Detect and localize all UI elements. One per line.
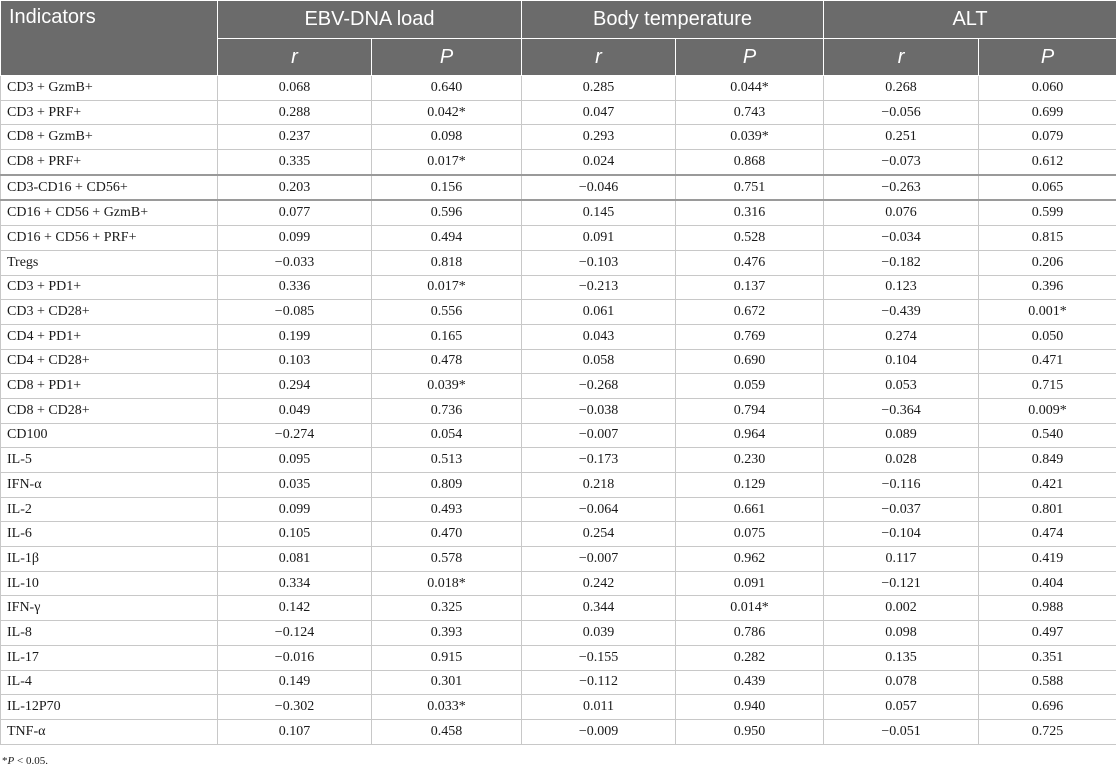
r-value-cell: −0.051 xyxy=(824,719,979,744)
p-value-cell: 0.736 xyxy=(372,398,522,423)
r-value-cell: 0.268 xyxy=(824,76,979,101)
table-row xyxy=(1,522,1116,547)
p-value-cell: 0.696 xyxy=(979,695,1116,720)
p-value-cell: 0.018* xyxy=(372,571,522,596)
r-value-cell: −0.124 xyxy=(218,621,372,646)
p-value-cell: 0.404 xyxy=(979,571,1116,596)
r-value-cell: 0.251 xyxy=(824,125,979,150)
header-group-body-temperature: Body temperature xyxy=(522,1,824,39)
r-value-cell: 0.099 xyxy=(218,497,372,522)
p-value-cell: 0.001* xyxy=(979,300,1116,325)
p-value-cell: 0.556 xyxy=(372,300,522,325)
header-r: r xyxy=(522,39,676,76)
r-value-cell: 0.294 xyxy=(218,374,372,399)
r-value-cell: −0.364 xyxy=(824,398,979,423)
p-value-cell: 0.393 xyxy=(372,621,522,646)
r-value-cell: −0.037 xyxy=(824,497,979,522)
r-value-cell: −0.173 xyxy=(522,448,676,473)
p-value-cell: 0.017* xyxy=(372,150,522,175)
p-value-cell: 0.661 xyxy=(676,497,824,522)
p-value-cell: 0.301 xyxy=(372,670,522,695)
r-value-cell: 0.218 xyxy=(522,473,676,498)
p-value-cell: 0.230 xyxy=(676,448,824,473)
p-value-cell: 0.849 xyxy=(979,448,1116,473)
header-r: r xyxy=(218,39,372,76)
p-value-cell: 0.206 xyxy=(979,250,1116,275)
r-value-cell: 0.043 xyxy=(522,324,676,349)
p-value-cell: 0.039* xyxy=(676,125,824,150)
p-value-cell: 0.156 xyxy=(372,175,522,201)
r-value-cell: 0.135 xyxy=(824,645,979,670)
r-value-cell: −0.056 xyxy=(824,100,979,125)
p-value-cell: 0.470 xyxy=(372,522,522,547)
header-r: r xyxy=(824,39,979,76)
r-value-cell: 0.058 xyxy=(522,349,676,374)
table-row xyxy=(1,645,1116,670)
table-row xyxy=(1,448,1116,473)
p-value-cell: 0.801 xyxy=(979,497,1116,522)
indicator-cell: CD8 + PD1+ xyxy=(1,374,218,399)
p-value-cell: 0.596 xyxy=(372,200,522,225)
table-row xyxy=(1,349,1116,374)
p-value-cell: 0.014* xyxy=(676,596,824,621)
indicator-cell: IL-5 xyxy=(1,448,218,473)
p-value-cell: 0.868 xyxy=(676,150,824,175)
indicator-cell: CD8 + CD28+ xyxy=(1,398,218,423)
p-value-cell: 0.075 xyxy=(676,522,824,547)
p-value-cell: 0.540 xyxy=(979,423,1116,448)
table-row xyxy=(1,275,1116,300)
p-value-cell: 0.786 xyxy=(676,621,824,646)
indicator-cell: IL-8 xyxy=(1,621,218,646)
header-group-ebv-dna-load: EBV-DNA load xyxy=(218,1,522,39)
header-p: P xyxy=(372,39,522,76)
indicator-cell: IL-2 xyxy=(1,497,218,522)
indicator-cell: CD16 + CD56 + PRF+ xyxy=(1,226,218,251)
p-value-cell: 0.091 xyxy=(676,571,824,596)
r-value-cell: 0.242 xyxy=(522,571,676,596)
r-value-cell: 0.089 xyxy=(824,423,979,448)
p-value-cell: 0.009* xyxy=(979,398,1116,423)
r-value-cell: 0.335 xyxy=(218,150,372,175)
header-p: P xyxy=(676,39,824,76)
r-value-cell: 0.077 xyxy=(218,200,372,225)
r-value-cell: −0.033 xyxy=(218,250,372,275)
p-value-cell: 0.690 xyxy=(676,349,824,374)
r-value-cell: 0.288 xyxy=(218,100,372,125)
indicator-cell: IL-4 xyxy=(1,670,218,695)
r-value-cell: 0.285 xyxy=(522,76,676,101)
r-value-cell: 0.105 xyxy=(218,522,372,547)
r-value-cell: 0.047 xyxy=(522,100,676,125)
r-value-cell: −0.155 xyxy=(522,645,676,670)
p-value-cell: 0.818 xyxy=(372,250,522,275)
table-row xyxy=(1,695,1116,720)
p-value-cell: 0.725 xyxy=(979,719,1116,744)
p-value-cell: 0.528 xyxy=(676,226,824,251)
r-value-cell: 0.099 xyxy=(218,226,372,251)
header-group-alt: ALT xyxy=(824,1,1116,39)
p-value-cell: 0.471 xyxy=(979,349,1116,374)
indicator-cell: IFN-γ xyxy=(1,596,218,621)
r-value-cell: 0.061 xyxy=(522,300,676,325)
table-row xyxy=(1,125,1116,150)
p-value-cell: 0.815 xyxy=(979,226,1116,251)
footnote xyxy=(2,755,48,767)
table-row xyxy=(1,300,1116,325)
r-value-cell: 0.336 xyxy=(218,275,372,300)
p-value-cell: 0.065 xyxy=(979,175,1116,201)
indicator-cell: CD3 + CD28+ xyxy=(1,300,218,325)
table-row xyxy=(1,175,1116,201)
r-value-cell: −0.112 xyxy=(522,670,676,695)
indicator-cell: IL-6 xyxy=(1,522,218,547)
table-row xyxy=(1,621,1116,646)
indicator-cell: CD100 xyxy=(1,423,218,448)
p-value-cell: 0.751 xyxy=(676,175,824,201)
r-value-cell: −0.073 xyxy=(824,150,979,175)
r-value-cell: −0.439 xyxy=(824,300,979,325)
r-value-cell: −0.034 xyxy=(824,226,979,251)
r-value-cell: 0.049 xyxy=(218,398,372,423)
indicator-cell: CD4 + PD1+ xyxy=(1,324,218,349)
r-value-cell: −0.104 xyxy=(824,522,979,547)
p-value-cell: 0.715 xyxy=(979,374,1116,399)
r-value-cell: −0.121 xyxy=(824,571,979,596)
r-value-cell: 0.081 xyxy=(218,547,372,572)
indicator-cell: IL-10 xyxy=(1,571,218,596)
p-value-cell: 0.033* xyxy=(372,695,522,720)
r-value-cell: 0.057 xyxy=(824,695,979,720)
indicator-cell: IL-12P70 xyxy=(1,695,218,720)
footnote-text: < 0.05. xyxy=(14,755,48,767)
p-value-cell: 0.809 xyxy=(372,473,522,498)
p-value-cell: 0.915 xyxy=(372,645,522,670)
p-value-cell: 0.351 xyxy=(979,645,1116,670)
p-value-cell: 0.494 xyxy=(372,226,522,251)
r-value-cell: 0.142 xyxy=(218,596,372,621)
indicator-cell: TNF-α xyxy=(1,719,218,744)
p-value-cell: 0.060 xyxy=(979,76,1116,101)
p-value-cell: 0.578 xyxy=(372,547,522,572)
p-value-cell: 0.282 xyxy=(676,645,824,670)
p-value-cell: 0.419 xyxy=(979,547,1116,572)
table-row xyxy=(1,100,1116,125)
table-row xyxy=(1,571,1116,596)
r-value-cell: −0.213 xyxy=(522,275,676,300)
r-value-cell: −0.274 xyxy=(218,423,372,448)
table-row xyxy=(1,76,1116,101)
r-value-cell: 0.053 xyxy=(824,374,979,399)
r-value-cell: 0.334 xyxy=(218,571,372,596)
indicator-cell: CD3 + PRF+ xyxy=(1,100,218,125)
table-row xyxy=(1,670,1116,695)
r-value-cell: 0.011 xyxy=(522,695,676,720)
p-value-cell: 0.940 xyxy=(676,695,824,720)
p-value-cell: 0.039* xyxy=(372,374,522,399)
r-value-cell: −0.007 xyxy=(522,547,676,572)
r-value-cell: 0.103 xyxy=(218,349,372,374)
p-value-cell: 0.396 xyxy=(979,275,1116,300)
r-value-cell: 0.145 xyxy=(522,200,676,225)
header-p: P xyxy=(979,39,1116,76)
indicator-cell: CD8 + PRF+ xyxy=(1,150,218,175)
r-value-cell: −0.302 xyxy=(218,695,372,720)
r-value-cell: 0.203 xyxy=(218,175,372,201)
table-row xyxy=(1,200,1116,225)
table-row xyxy=(1,547,1116,572)
r-value-cell: 0.254 xyxy=(522,522,676,547)
table-row xyxy=(1,719,1116,744)
p-value-cell: 0.513 xyxy=(372,448,522,473)
p-value-cell: 0.017* xyxy=(372,275,522,300)
r-value-cell: −0.103 xyxy=(522,250,676,275)
r-value-cell: 0.098 xyxy=(824,621,979,646)
header-indicators: Indicators xyxy=(1,1,218,76)
p-value-cell: 0.794 xyxy=(676,398,824,423)
r-value-cell: 0.039 xyxy=(522,621,676,646)
r-value-cell: 0.117 xyxy=(824,547,979,572)
p-value-cell: 0.672 xyxy=(676,300,824,325)
p-value-cell: 0.478 xyxy=(372,349,522,374)
r-value-cell: 0.199 xyxy=(218,324,372,349)
r-value-cell: −0.182 xyxy=(824,250,979,275)
table-row xyxy=(1,250,1116,275)
table-row xyxy=(1,596,1116,621)
p-value-cell: 0.743 xyxy=(676,100,824,125)
table-row xyxy=(1,497,1116,522)
r-value-cell: −0.064 xyxy=(522,497,676,522)
p-value-cell: 0.054 xyxy=(372,423,522,448)
r-value-cell: −0.268 xyxy=(522,374,676,399)
r-value-cell: 0.076 xyxy=(824,200,979,225)
indicator-cell: CD8 + GzmB+ xyxy=(1,125,218,150)
p-value-cell: 0.050 xyxy=(979,324,1116,349)
footnote-p: P xyxy=(7,755,15,767)
p-value-cell: 0.493 xyxy=(372,497,522,522)
p-value-cell: 0.769 xyxy=(676,324,824,349)
p-value-cell: 0.079 xyxy=(979,125,1116,150)
p-value-cell: 0.988 xyxy=(979,596,1116,621)
p-value-cell: 0.421 xyxy=(979,473,1116,498)
r-value-cell: 0.035 xyxy=(218,473,372,498)
table-header xyxy=(1,1,1116,76)
footnote-star: * xyxy=(2,755,8,767)
p-value-cell: 0.962 xyxy=(676,547,824,572)
indicator-cell: IL-1β xyxy=(1,547,218,572)
p-value-cell: 0.950 xyxy=(676,719,824,744)
indicator-cell: CD4 + CD28+ xyxy=(1,349,218,374)
indicator-cell: IFN-α xyxy=(1,473,218,498)
p-value-cell: 0.129 xyxy=(676,473,824,498)
p-value-cell: 0.325 xyxy=(372,596,522,621)
p-value-cell: 0.044* xyxy=(676,76,824,101)
r-value-cell: −0.007 xyxy=(522,423,676,448)
r-value-cell: −0.016 xyxy=(218,645,372,670)
p-value-cell: 0.964 xyxy=(676,423,824,448)
p-value-cell: 0.059 xyxy=(676,374,824,399)
p-value-cell: 0.439 xyxy=(676,670,824,695)
p-value-cell: 0.137 xyxy=(676,275,824,300)
r-value-cell: 0.293 xyxy=(522,125,676,150)
r-value-cell: 0.024 xyxy=(522,150,676,175)
r-value-cell: 0.344 xyxy=(522,596,676,621)
r-value-cell: 0.123 xyxy=(824,275,979,300)
table-row xyxy=(1,150,1116,175)
p-value-cell: 0.497 xyxy=(979,621,1116,646)
r-value-cell: −0.116 xyxy=(824,473,979,498)
r-value-cell: 0.002 xyxy=(824,596,979,621)
r-value-cell: −0.009 xyxy=(522,719,676,744)
r-value-cell: 0.149 xyxy=(218,670,372,695)
table-body xyxy=(1,76,1116,745)
p-value-cell: 0.098 xyxy=(372,125,522,150)
r-value-cell: −0.085 xyxy=(218,300,372,325)
r-value-cell: −0.038 xyxy=(522,398,676,423)
r-value-cell: 0.078 xyxy=(824,670,979,695)
r-value-cell: 0.028 xyxy=(824,448,979,473)
r-value-cell: 0.107 xyxy=(218,719,372,744)
indicator-cell: CD3-CD16 + CD56+ xyxy=(1,175,218,201)
indicator-cell: CD16 + CD56 + GzmB+ xyxy=(1,200,218,225)
indicator-cell: CD3 + PD1+ xyxy=(1,275,218,300)
r-value-cell: 0.068 xyxy=(218,76,372,101)
p-value-cell: 0.612 xyxy=(979,150,1116,175)
p-value-cell: 0.042* xyxy=(372,100,522,125)
r-value-cell: 0.091 xyxy=(522,226,676,251)
p-value-cell: 0.599 xyxy=(979,200,1116,225)
indicator-cell: IL-17 xyxy=(1,645,218,670)
r-value-cell: 0.274 xyxy=(824,324,979,349)
table-row xyxy=(1,374,1116,399)
p-value-cell: 0.458 xyxy=(372,719,522,744)
p-value-cell: 0.476 xyxy=(676,250,824,275)
table-row xyxy=(1,473,1116,498)
indicator-cell: Tregs xyxy=(1,250,218,275)
p-value-cell: 0.474 xyxy=(979,522,1116,547)
p-value-cell: 0.699 xyxy=(979,100,1116,125)
table-row xyxy=(1,324,1116,349)
r-value-cell: 0.104 xyxy=(824,349,979,374)
table-row xyxy=(1,398,1116,423)
p-value-cell: 0.640 xyxy=(372,76,522,101)
p-value-cell: 0.316 xyxy=(676,200,824,225)
r-value-cell: −0.263 xyxy=(824,175,979,201)
table-row xyxy=(1,423,1116,448)
p-value-cell: 0.588 xyxy=(979,670,1116,695)
indicator-cell: CD3 + GzmB+ xyxy=(1,76,218,101)
r-value-cell: 0.237 xyxy=(218,125,372,150)
p-value-cell: 0.165 xyxy=(372,324,522,349)
table-row xyxy=(1,226,1116,251)
r-value-cell: −0.046 xyxy=(522,175,676,201)
r-value-cell: 0.095 xyxy=(218,448,372,473)
